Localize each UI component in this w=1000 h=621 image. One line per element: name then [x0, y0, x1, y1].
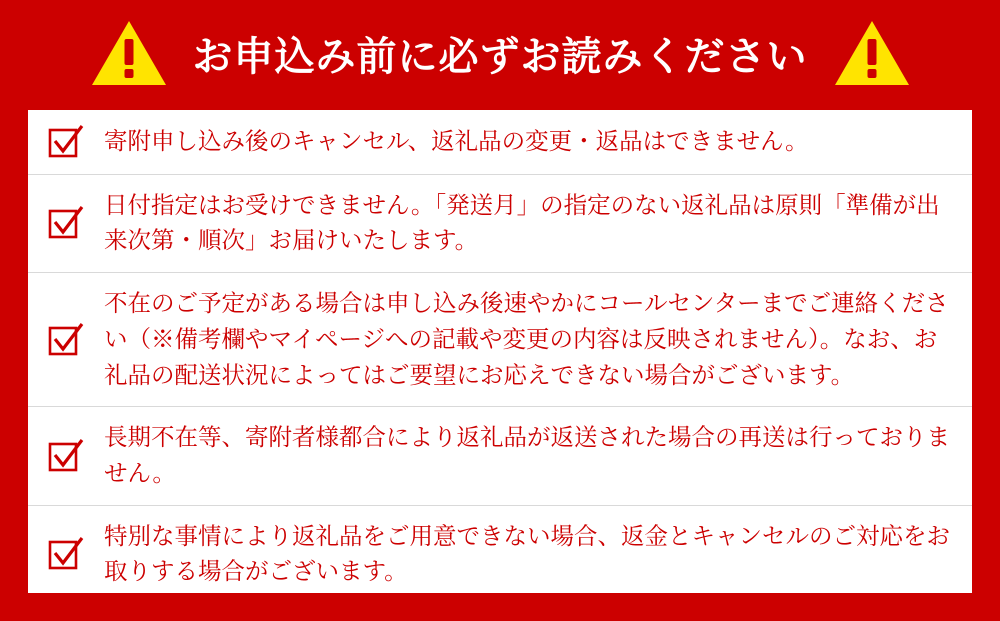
checkbox-checked-icon [48, 205, 84, 241]
list-item [28, 110, 972, 175]
warning-triangle-icon [834, 19, 910, 87]
list-item [28, 407, 972, 505]
notice-text: 寄附申し込み後のキャンセル、返礼品の変更・返品はできません。 [104, 128, 809, 154]
checkbox-cell [28, 322, 104, 358]
list-item [28, 175, 972, 273]
checkbox-checked-icon [48, 322, 84, 358]
notice-text: 特別な事情により返礼品をご用意できない場合、返金とキャンセルのご対応をお取りする場合がございます。 [104, 522, 950, 585]
notice-text: 長期不在等、寄附者様都合により返礼品が返送された場合の再送は行っておりません。 [104, 424, 950, 487]
warning-triangle-icon [91, 19, 167, 87]
notice-text: 不在のご予定がある場合は申し込み後速やかにコールセンターまでご連絡ください（※備考欄やマイページへの記載や変更の内容は反映されません）。なお、お礼品の配送状況によってはご要望にお応えできない場合がございます。 [104, 290, 949, 388]
notice-text: 日付指定はお受けできません。「発送月」の指定のない返礼品は原則「準備が出来次第・順次」お届けいたします。 [104, 191, 940, 254]
notice-list [28, 110, 972, 593]
checkbox-checked-icon [48, 124, 84, 160]
checkbox-cell [28, 536, 104, 572]
list-item [28, 506, 972, 603]
checkbox-checked-icon [48, 438, 84, 474]
checkbox-cell [28, 438, 104, 474]
banner-header [0, 0, 1000, 106]
page-title: お申込み前に必ずお読みください [192, 34, 808, 79]
list-item [28, 273, 972, 407]
checkbox-checked-icon [48, 536, 84, 572]
checkbox-cell [28, 205, 104, 241]
checkbox-cell [28, 124, 104, 160]
